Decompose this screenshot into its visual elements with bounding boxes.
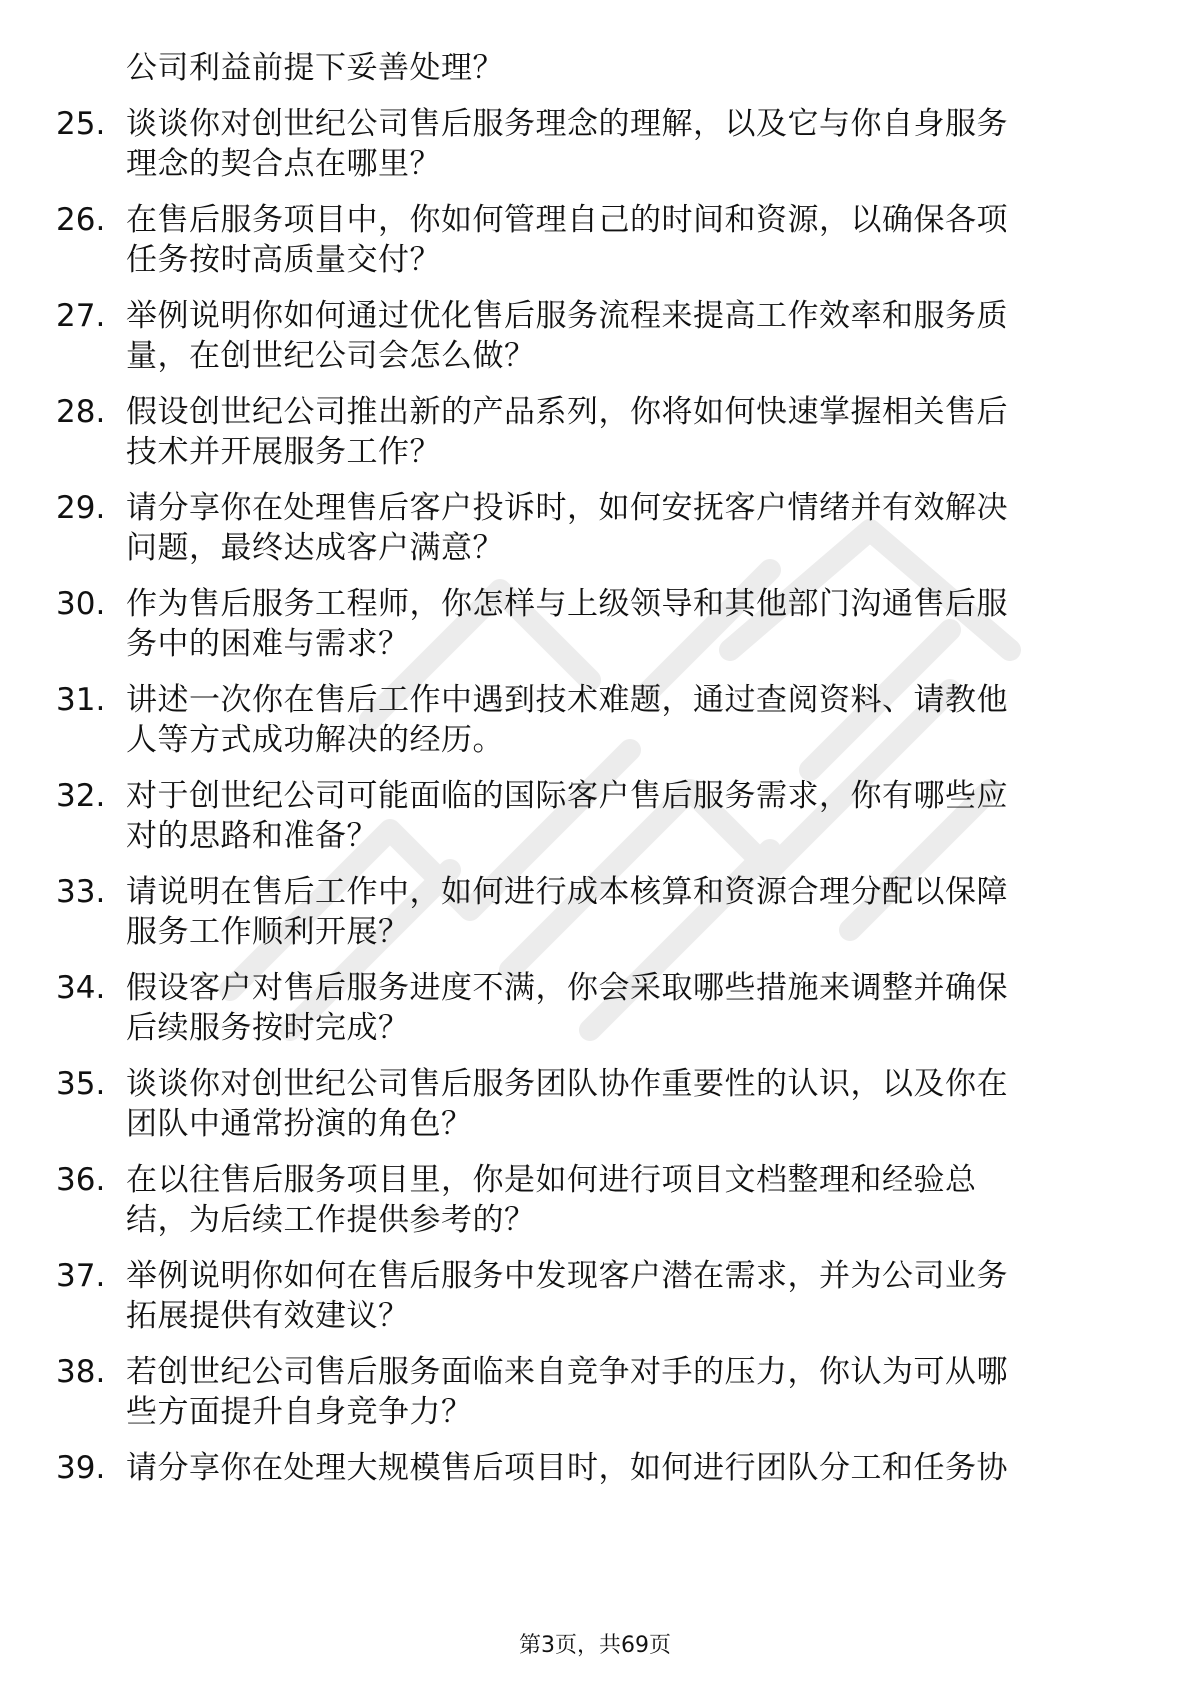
question-text-line: 问题，最终达成客户满意？ [126, 530, 504, 566]
question-number: 27. [56, 298, 106, 334]
question-text-line: 讲述一次你在售后工作中遇到技术难题，通过查阅资料、请教他 [126, 682, 1008, 718]
question-text-line: 对于创世纪公司可能面临的国际客户售后服务需求，你有哪些应 [126, 778, 1008, 814]
question-text-line: 团队中通常扮演的角色？ [126, 1106, 473, 1142]
question-number: 35. [56, 1066, 106, 1102]
question-text-line: 举例说明你如何在售后服务中发现客户潜在需求，并为公司业务 [126, 1258, 1008, 1294]
page-footer: 第3页，共69页 [519, 1633, 671, 1658]
question-text-line: 请分享你在处理售后客户投诉时，如何安抚客户情绪并有效解决 [126, 490, 1008, 526]
continuation-line: 公司利益前提下妥善处理？ [126, 50, 504, 86]
question-number: 29. [56, 490, 106, 526]
question-number: 38. [56, 1354, 106, 1390]
question-number: 28. [56, 394, 106, 430]
question-text-line: 请说明在售后工作中，如何进行成本核算和资源合理分配以保障 [126, 874, 1008, 910]
question-number: 30. [56, 586, 106, 622]
question-text-line: 服务工作顺利开展？ [126, 914, 410, 950]
question-text-line: 举例说明你如何通过优化售后服务流程来提高工作效率和服务质 [126, 298, 1008, 334]
question-text-line: 些方面提升自身竞争力？ [126, 1394, 473, 1430]
question-number: 36. [56, 1162, 106, 1198]
question-number: 31. [56, 682, 106, 718]
question-text-line: 理念的契合点在哪里？ [126, 146, 441, 182]
question-text-line: 在售后服务项目中，你如何管理自己的时间和资源，以确保各项 [126, 202, 1008, 238]
question-text-line: 拓展提供有效建议？ [126, 1298, 410, 1334]
question-text-line: 假设创世纪公司推出新的产品系列，你将如何快速掌握相关售后 [126, 394, 1008, 430]
question-text-line: 在以往售后服务项目里，你是如何进行项目文档整理和经验总 [126, 1162, 977, 1198]
question-text-line: 对的思路和准备？ [126, 818, 378, 854]
question-number: 34. [56, 970, 106, 1006]
question-text-line: 谈谈你对创世纪公司售后服务理念的理解，以及它与你自身服务 [126, 106, 1008, 142]
question-number: 26. [56, 202, 106, 238]
question-text-line: 若创世纪公司售后服务面临来自竞争对手的压力，你认为可从哪 [126, 1354, 1008, 1390]
question-text-line: 务中的困难与需求？ [126, 626, 410, 662]
question-text-line: 作为售后服务工程师，你怎样与上级领导和其他部门沟通售后服 [126, 586, 1008, 622]
question-text-line: 量，在创世纪公司会怎么做？ [126, 338, 536, 374]
question-number: 37. [56, 1258, 106, 1294]
question-number: 39. [56, 1450, 106, 1486]
question-text-line: 结，为后续工作提供参考的？ [126, 1202, 536, 1238]
question-number: 32. [56, 778, 106, 814]
question-text-line: 谈谈你对创世纪公司售后服务团队协作重要性的认识，以及你在 [126, 1066, 1008, 1102]
question-text-line: 请分享你在处理大规模售后项目时，如何进行团队分工和任务协 [126, 1450, 1008, 1486]
question-text-line: 技术并开展服务工作？ [126, 434, 441, 470]
question-text-line: 人等方式成功解决的经历。 [126, 722, 504, 758]
question-number: 33. [56, 874, 106, 910]
question-text-line: 假设客户对售后服务进度不满，你会采取哪些措施来调整并确保 [126, 970, 1008, 1006]
question-number: 25. [56, 106, 106, 142]
question-text-line: 任务按时高质量交付？ [126, 242, 441, 278]
question-text-line: 后续服务按时完成？ [126, 1010, 410, 1046]
